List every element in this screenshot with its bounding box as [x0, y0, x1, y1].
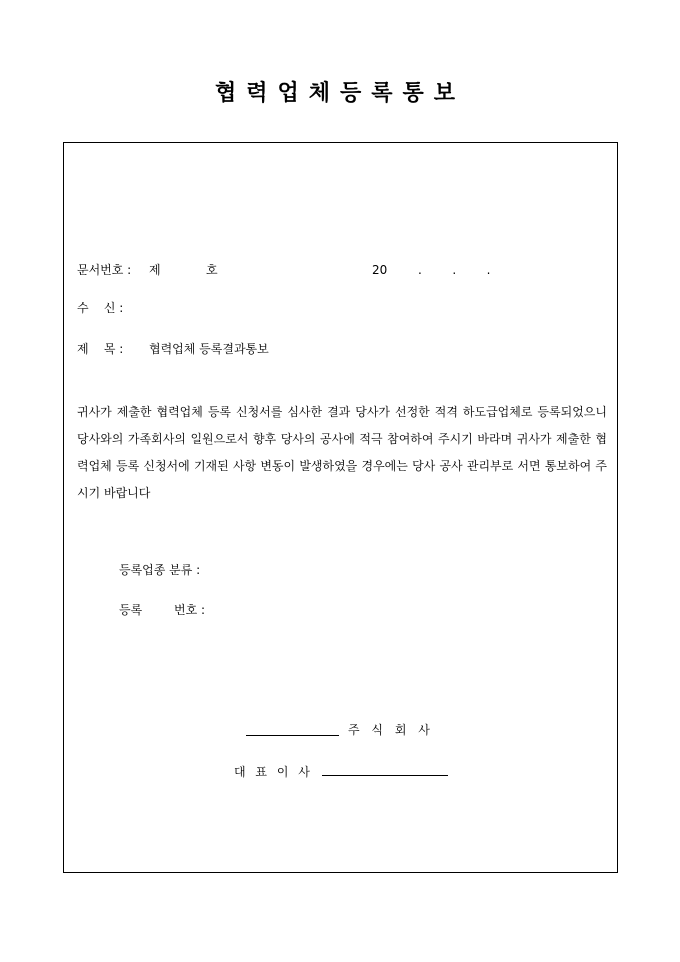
doc-number-prefix: 제 — [149, 263, 161, 277]
subject-label: 제 목 : — [77, 342, 124, 356]
registration-number-label-left: 등록 — [119, 603, 143, 617]
subject-value: 협력업체 등록결과통보 — [149, 342, 269, 356]
ceo-label: 대 표 이 사 — [234, 765, 313, 779]
company-name-line — [246, 735, 339, 736]
notice-body: 귀사가 제출한 협력업체 등록 신청서를 심사한 결과 당사가 선정한 적격 하도급업체로 등록되었으니 당사와의 가족회사의 일원으로서 향후 당사의 공사에 적극 참여하여 주시기 바라며 귀사가 제출한 협력업체 등록 신청서에 기재된 사항 변동이 발생하였을 경우에는 당사 공사 관리부로 서면 통보하여 주시기 바랍니다 — [77, 405, 607, 500]
doc-number-label: 문서번호 : — [77, 263, 132, 277]
registration-number-label-right: 번호 : — [174, 603, 206, 617]
doc-number-suffix: 호 — [206, 263, 218, 277]
registration-category-label: 등록업종 분류 : — [119, 563, 201, 577]
page-title: 협력업체등록통보 — [214, 80, 466, 106]
doc-date-year: 20 — [372, 263, 388, 277]
company-label: 주 식 회 사 — [348, 723, 434, 737]
ceo-signature-line — [322, 775, 448, 776]
document-frame — [63, 142, 618, 873]
doc-date-dots: . . . — [418, 263, 491, 277]
recipient-label: 수 신 : — [77, 301, 124, 315]
